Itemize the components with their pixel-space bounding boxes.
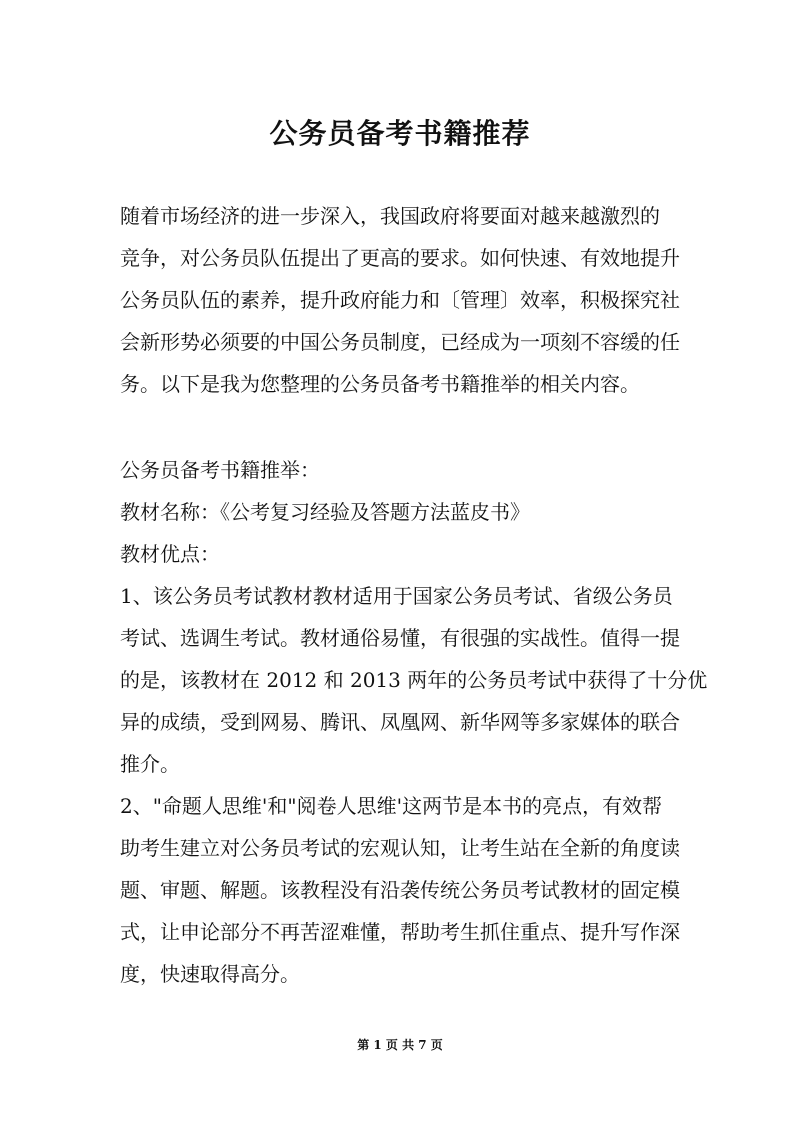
point-line: 题、审题、解题。该教程没有沿袭传统公务员考试教材的固定模 [120,878,680,902]
point-line: 考试、选调生考试。教材通俗易懂，有很强的实战性。值得一提 [120,626,680,650]
point-line: 1、该公务员考试教材教材适用于国家公务员考试、省级公务员 [120,584,673,608]
advantages-heading: 教材优点： [120,542,220,566]
page-footer: 第 1 页 共 7 页 [357,1038,443,1052]
point-line: 式，让申论部分不再苦涩难懂，帮助考生抓住重点、提升写作深 [120,920,680,944]
intro-line: 竞争，对公务员队伍提出了更高的要求。如何快速、有效地提升 [120,246,680,270]
page-title: 公务员备考书籍推荐 [269,117,531,150]
section-heading: 公务员备考书籍推举： [120,458,320,482]
point-line: 异的成绩，受到网易、腾讯、凤凰网、新华网等多家媒体的联合 [120,710,680,734]
intro-line: 务。以下是我为您整理的公务员备考书籍推举的相关内容。 [120,372,640,396]
intro-line: 公务员队伍的素养，提升政府能力和〔管理〕效率，积极探究社 [120,288,680,312]
intro-line: 会新形势必须要的中国公务员制度，已经成为一项刻不容缓的任 [120,330,680,354]
point-line: 2、"命题人思维'和"阅卷人思维'这两节是本书的亮点，有效帮 [120,794,663,818]
point-line: 度，快速取得高分。 [120,962,300,986]
textbook-name: 教材名称：《公考复习经验及答题方法蓝皮书》 [120,500,530,524]
point-line: 助考生建立对公务员考试的宏观认知，让考生站在全新的角度读 [120,836,680,860]
intro-line: 随着市场经济的进一步深入，我国政府将要面对越来越激烈的 [120,204,660,228]
point-line: 的是，该教材在 2012 和 2013 两年的公务员考试中获得了十分优 [120,668,708,692]
point-line: 推介。 [120,752,180,776]
